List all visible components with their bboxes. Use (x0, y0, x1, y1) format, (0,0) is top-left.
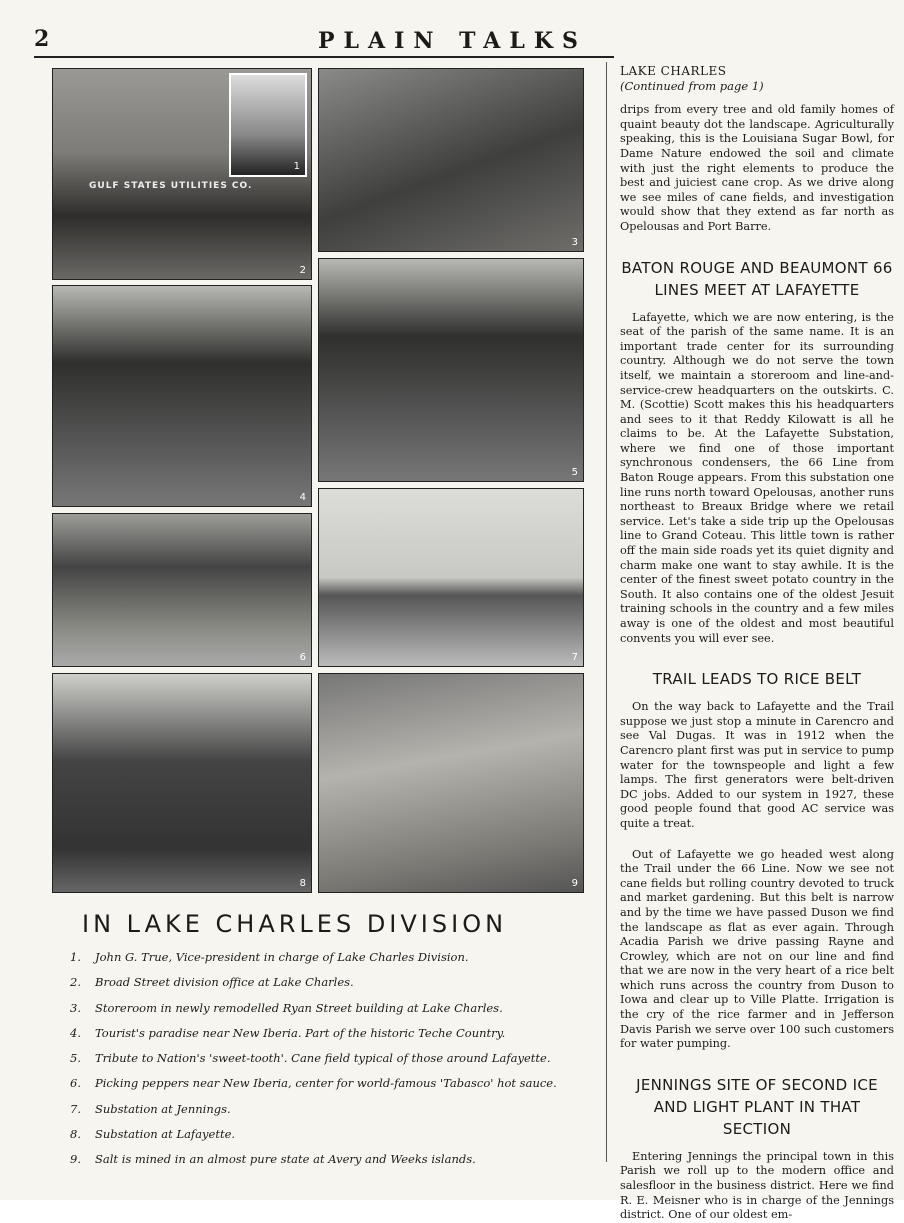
article-paragraph: drips from every tree and old family homes of quaint beauty dot the landscape. Agriculturally speaking, this is the Louisiana Sugar Bowl, for Dame Nature endowed the soil and climate with just the right elements to produce the best and juiciest cane crop. As we drive along we see miles of cane fields, and investigation would show that they extend as far north as Opelousas and Port Barre. (620, 103, 894, 233)
article-paragraph: Lafayette, which we are now entering, is the seat of the parish of the same name. It is an important trade center for its surrounding country. Although we do not serve the town itself, we maintain a storeroom and line-and-service-crew headquarters on the outskirts. C. M. (Scottie) Scott makes this his headquarters and sees to it that Reddy Kilowatt is all he claims to be. At the Lafayette Substation, where we find one of those important synchronous condensers, the 66 Line from Baton Rouge appears. From this substation one line runs north toward Opelousas, another runs northeast to Breaux Bridge where we retail service. Let's take a side trip up the Opelousas line to Grand Coteau. This little town is rather off the main side roads yet its quiet dignity and charm make one want to stay awhile. It is the center of the finest sweet potato country in the South. It also contains one of the oldest Jesuit training schools in the country and a few miles away is one of the oldest and most beautiful convents you will ever see. (620, 310, 894, 645)
caption-item: 3. Storeroom in newly remodelled Ryan Street building at Lake Charles. (70, 1000, 503, 1015)
caption-item: 2. Broad Street division office at Lake Charles. (70, 975, 354, 990)
caption-item: 9. Salt is mined in an almost pure state at Avery and Weeks islands. (70, 1152, 476, 1167)
article-paragraph: Entering Jennings the principal town in this Parish we roll up to the modern office and salesfloor in the business district. Here we find R. E. Meisner who is in charge of the Jennings district. One of our oldest em- (620, 1149, 894, 1222)
caption-item: 8. Substation at Lafayette. (70, 1127, 236, 1142)
photo-jennings-substation: 7 (318, 488, 584, 667)
article-paragraph: Out of Lafayette we go headed west along the Trail under the 66 Line. Now we see not cane fields but rolling country devoted to truck and market gardening. But this belt is narrow and by the time we have passed Duson we find the landscape as flat as ever again. Through Acadia Parish we drive passing Rayne and Crowley, which are not on our line and find that we are now in the very heart of a rice belt which runs across the country from Duson to Iowa and clear up to Ville Platte. Irrigation is the cry of the rice farmer and in Jefferson Davis Parish we serve over 100 such customers for water pumping. (620, 847, 894, 1051)
header-rule (34, 56, 614, 58)
photo-cane-field: 5 (318, 258, 584, 482)
page-number: 2 (34, 26, 50, 52)
photo-storeroom: 3 (318, 68, 584, 252)
article-paragraph: On the way back to Lafayette and the Trail suppose we just stop a minute in Carencro and see Val Dugas. It was in 1912 when the Carencro plant first was put in service to pump water for the townspeople and light a few lamps. The first generators were belt-driven DC jobs. Added to our system in 1927, these good people found that good AC service was quite a treat. (620, 700, 894, 830)
caption-item: 4. Tourist's paradise near New Iberia. Part of the historic Teche Country. (70, 1025, 506, 1040)
photo-division-office: 1 GULF STATES UTILITIES CO. 2 (52, 68, 312, 280)
photo-portrait-john-true: 1 (229, 73, 307, 177)
caption-item: 5. Tribute to Nation's 'sweet-tooth'. Cane field typical of those around Lafayette. (70, 1051, 551, 1066)
photo-salt-mine: 9 (318, 673, 584, 893)
photo-pepper-picking: 6 (52, 513, 312, 667)
section-heading: TRAIL LEADS TO RICE BELT (652, 670, 862, 689)
masthead: PLAIN TALKS (318, 28, 587, 54)
caption-item: 6. Picking peppers near New Iberia, center for world-famous 'Tabasco' hot sauce. (70, 1076, 557, 1091)
building-sign: GULF STATES UTILITIES CO. (89, 181, 253, 191)
photo-teche-country: 4 (52, 285, 312, 507)
article-column (620, 64, 894, 1223)
caption-list (70, 950, 557, 1178)
division-title: IN LAKE CHARLES DIVISION (82, 910, 508, 938)
article-kicker: LAKE CHARLES (620, 64, 727, 78)
caption-item: 1. John G. True, Vice-president in charge of Lake Charles Division. (70, 950, 469, 964)
caption-item: 7. Substation at Jennings. (70, 1101, 231, 1116)
column-rule (606, 62, 607, 1162)
section-heading: BATON ROUGE AND BEAUMONT 66 LINES MEET AT LAFAYETTE (621, 258, 893, 299)
continued-note: (Continued from page 1) (620, 78, 764, 93)
section-heading: JENNINGS SITE OF SECOND ICE AND LIGHT PLANT IN THAT SECTION (636, 1075, 878, 1138)
photo-lafayette-substation: 8 (52, 673, 312, 893)
